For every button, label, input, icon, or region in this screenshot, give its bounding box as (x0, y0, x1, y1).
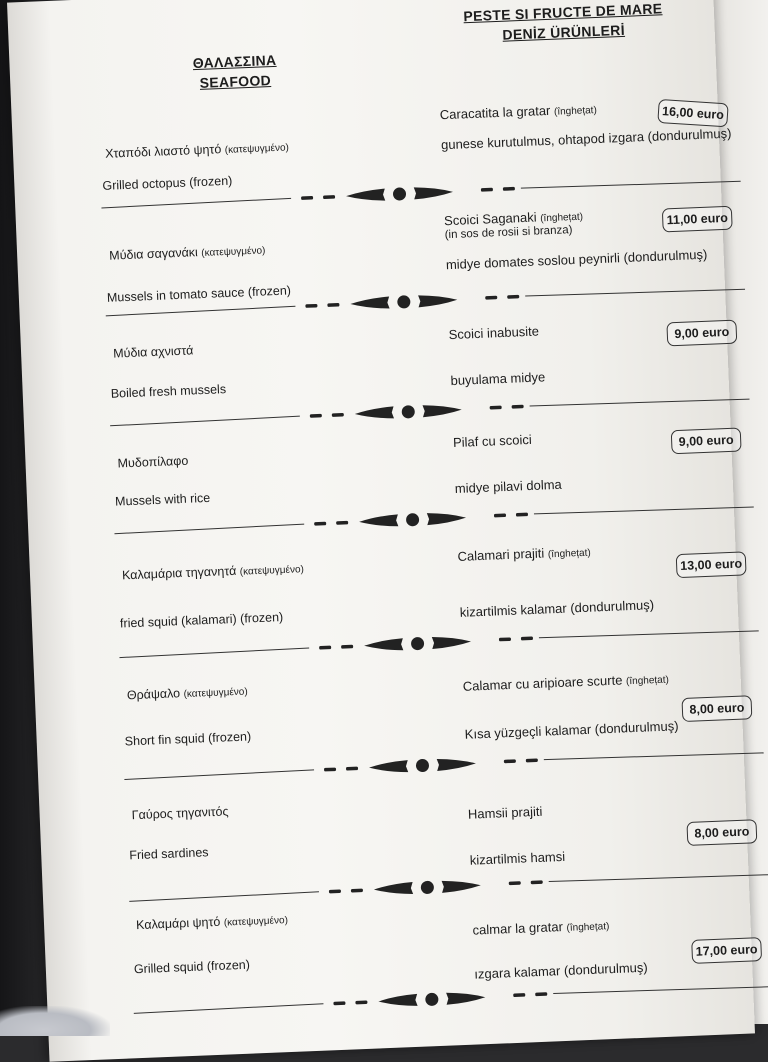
item-english-name: Grilled octopus (frozen) (102, 173, 233, 193)
item-price-badge: 13,00 euro (676, 551, 747, 578)
item-romanian-name: Hamsii prajiti (467, 803, 543, 822)
greek-section-heading (169, 49, 301, 94)
item-english-name: Mussels in tomato sauce (frozen) (106, 283, 292, 305)
menu-page (7, 0, 758, 1062)
item-price-badge: 8,00 euro (686, 819, 757, 846)
item-price-badge: 8,00 euro (681, 695, 752, 722)
item-greek-name: Καλαμάρι ψητό (κατεψυγμένο) (135, 914, 289, 933)
item-turkish-name: ızgara kalamar (dondurulmuş) (474, 959, 648, 982)
romanian-turkish-section-heading (448, 0, 679, 47)
turkish-heading-line: DENİZ ÜRÜNLERİ (502, 21, 626, 43)
item-price-badge: 9,00 euro (671, 427, 742, 454)
item-romanian-name: Caracatita la gratar (înghețat) (439, 102, 598, 123)
item-english-name: Mussels with rice (114, 490, 211, 509)
item-romanian-subtitle: (in sos de rosii si branza) (444, 224, 573, 242)
item-english-name: Boiled fresh mussels (110, 382, 227, 401)
item-english-name: Short fin squid (frozen) (124, 729, 252, 749)
item-price-badge: 11,00 euro (662, 206, 733, 233)
divider-ornament-icon (133, 977, 768, 1023)
item-romanian-name: Scoici Saganaki (înghețat) (443, 209, 584, 229)
item-turkish-name: midye pilavi dolma (454, 476, 563, 497)
item-greek-name: Μύδια σαγανάκι (κατεψυγμένο) (108, 245, 266, 263)
item-price-badge: 9,00 euro (666, 320, 737, 347)
hand-edge (0, 1006, 110, 1036)
item-romanian-name: Pilaf cu scoici (452, 431, 533, 451)
romanian-heading-line: PESTE SI FRUCTE DE MARE (463, 0, 663, 25)
item-greek-name: Χταπόδι λιαστό ψητό (κατεψυγμένο) (104, 142, 290, 161)
item-turkish-name: kizartilmis hamsi (469, 848, 566, 868)
item-turkish-name: gunese kurutulmus, ohtapod izgara (dondurulmuş) (440, 125, 732, 153)
item-romanian-name: calmar la gratar (înghețat) (472, 919, 610, 938)
item-turkish-name: kizartilmis kalamar (dondurulmuş) (459, 597, 655, 620)
item-turkish-name: buyulama midye (450, 369, 546, 389)
item-greek-name: Μυδοπίλαφο (117, 453, 189, 471)
item-turkish-name: Kısa yüzgeçli kalamar (dondurulmuş) (464, 718, 679, 742)
item-price-badge: 17,00 euro (691, 937, 762, 964)
item-greek-name: Θράψαλο (κατεψυγμένο) (126, 686, 248, 703)
item-turkish-name: midye domates soslou peynirli (dondurulmuş) (445, 246, 708, 273)
item-english-name: Fried sardines (129, 845, 209, 863)
item-english-name: fried squid (kalamari) (frozen) (119, 610, 284, 631)
ornamental-divider (133, 977, 768, 1023)
ornamental-divider (119, 621, 759, 667)
menu-item (85, 661, 753, 800)
english-heading-line: SEAFOOD (199, 72, 272, 91)
divider-ornament-icon (124, 743, 764, 789)
item-greek-name: Μύδια αχνιστά (112, 343, 194, 361)
greek-heading-line: ΘΑΛΑΣΣΙΝΑ (192, 51, 277, 72)
item-romanian-name: Scoici inabusite (448, 323, 540, 343)
item-price-badge: 16,00 euro (657, 99, 728, 127)
item-english-name: Grilled squid (frozen) (133, 957, 251, 977)
item-greek-name: Καλαμάρια τηγανητά (κατεψυγμένο) (121, 563, 305, 583)
item-romanian-name: Calamar cu aripioare scurte (înghețat) (462, 672, 670, 694)
ornamental-divider (124, 743, 764, 789)
item-romanian-name: Calamari prajiti (înghețat) (457, 545, 591, 564)
divider-ornament-icon (119, 621, 759, 667)
menu-item (80, 539, 748, 678)
item-greek-name: Γαύρος τηγανιτός (131, 804, 229, 823)
